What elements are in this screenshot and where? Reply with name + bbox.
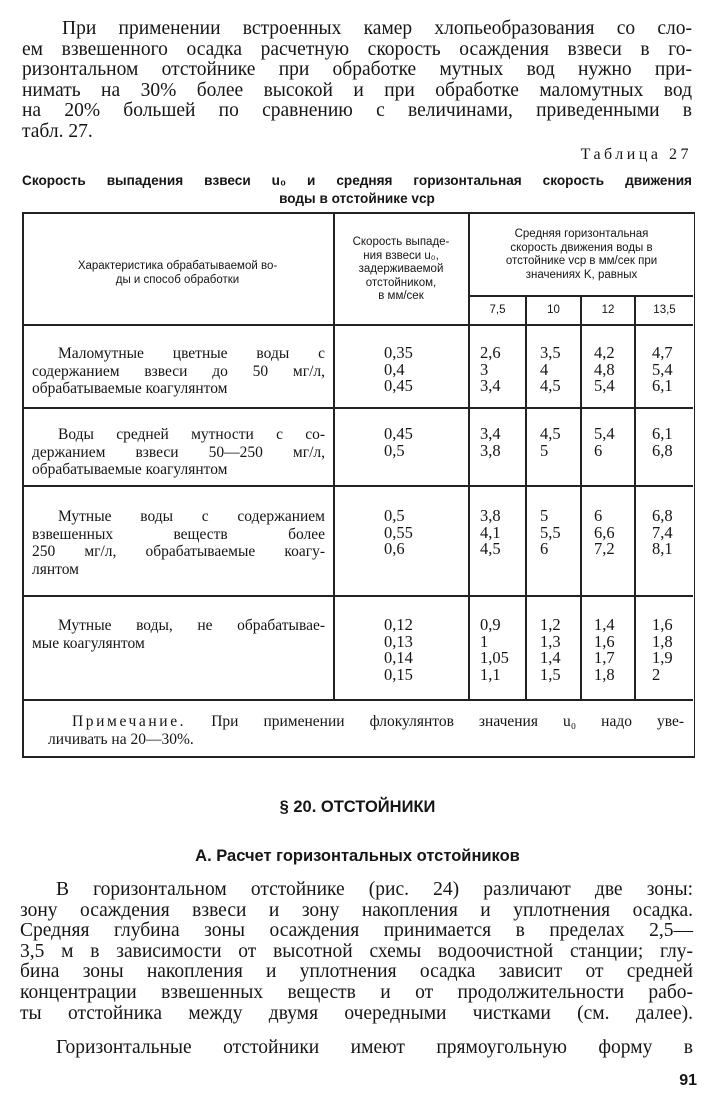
header-line: в мм/сек (378, 290, 424, 302)
k75-values (480, 426, 501, 459)
note-text: личивать на 20—30%. (48, 730, 194, 748)
speed-value: 1,4 (540, 648, 561, 667)
header-settling-speed (335, 236, 467, 304)
row-description (32, 345, 325, 398)
column-divider (580, 296, 582, 699)
column-divider (468, 214, 470, 699)
speed-value: 1,1 (480, 664, 501, 684)
header-line: ния взвеси u₀, (363, 249, 439, 262)
row-divider (22, 407, 693, 409)
speed-value: 4,1 (480, 522, 501, 542)
u0-value: 0,35 (384, 343, 413, 362)
speed-value: 6 (594, 506, 603, 525)
speed-value: 4,8 (594, 359, 615, 379)
desc-line: содержанием взвеси до 50 мг/л, (32, 362, 325, 380)
text-line: ты отстойника между двумя очередными чистками (см. далее). (20, 1002, 693, 1024)
speed-value: 3,4 (480, 376, 501, 395)
speed-value: 3,5 (540, 343, 561, 362)
body-paragraph (20, 1038, 693, 1059)
speed-value: 6 (594, 440, 603, 460)
k135-values (652, 426, 673, 459)
speed-value: 5,4 (594, 376, 615, 395)
speed-value: 4 (540, 359, 549, 379)
speed-value: 3,8 (480, 440, 501, 460)
header-line: значениях K, равных (525, 268, 638, 281)
speed-value: 1,8 (594, 664, 615, 684)
speed-value: 1,9 (652, 648, 673, 667)
speed-value: 4,5 (540, 376, 561, 395)
row-description (32, 508, 325, 578)
k135-values (652, 508, 673, 558)
speed-value: 6,1 (652, 424, 673, 443)
u0-value: 0,13 (384, 631, 413, 651)
speed-value: 5,4 (594, 424, 615, 443)
speed-value: 1,5 (540, 664, 561, 684)
k135-values (652, 345, 673, 395)
speed-value: 7,4 (652, 522, 673, 542)
text-line: нимать на 30% более высокой и при обработке маломутных вод (22, 79, 692, 101)
desc-line: Воды средней мутности с со- (58, 426, 325, 443)
speed-value: 5 (540, 506, 549, 525)
header-divider (468, 295, 693, 297)
row-divider (22, 595, 693, 597)
speed-value: 3,8 (480, 506, 501, 525)
header-characteristic (30, 260, 325, 287)
header-bottom-rule (22, 324, 693, 326)
column-divider (525, 296, 527, 699)
u0-value: 0,12 (384, 615, 413, 634)
row-description (32, 426, 325, 479)
speed-value: 6,6 (594, 522, 615, 542)
speed-value: 6,8 (652, 440, 673, 460)
header-k-value: 10 (547, 304, 560, 316)
speed-value: 8,1 (652, 539, 673, 558)
text-line: 3,5 м в зависимости от высотной схемы водоочистной станции; глу- (20, 940, 693, 962)
k10-values (540, 617, 561, 683)
caption-line: воды в отстойнике vср (279, 190, 435, 206)
header-k-value: 13,5 (653, 304, 676, 316)
header-k-value: 7,5 (489, 304, 506, 316)
u0-values (384, 345, 413, 395)
desc-line: Мутные воды, не обрабатывае- (58, 617, 325, 634)
speed-value: 3 (480, 359, 489, 379)
table-border-right (694, 214, 696, 756)
text-line: концентрации взвешенных веществ и от продолжительности рабо- (20, 981, 693, 1003)
desc-line: обрабатываемые коагулянтом (32, 461, 228, 478)
note-label: Примечание. (72, 713, 187, 730)
k10-values (540, 426, 561, 459)
speed-value: 6 (540, 539, 549, 558)
speed-value: 4,7 (652, 343, 673, 362)
k12-values (594, 345, 615, 395)
speed-value: 1,7 (594, 648, 615, 667)
column-divider (634, 296, 636, 699)
speed-value: 5,4 (652, 359, 673, 379)
text-line: В горизонтальном отстойнике (рис. 24) различают две зоны: (56, 879, 693, 900)
desc-line: взвешенных веществ более (32, 525, 325, 543)
speed-value: 1,6 (594, 631, 615, 651)
header-line: ды и способ обработки (115, 273, 240, 286)
speed-value: 3,4 (480, 424, 501, 443)
header-horizontal-speed (470, 228, 693, 282)
header-line: Средняя горизонтальная (514, 228, 649, 240)
header-line: отстойнике vср в мм/сек при (505, 255, 658, 267)
intro-paragraph (22, 19, 692, 143)
header-line: отстойником, (365, 276, 437, 289)
speed-value: 4,2 (594, 343, 615, 362)
speed-value: 4,5 (540, 424, 561, 443)
u0-value: 0,6 (384, 539, 405, 558)
speed-value: 1,2 (540, 615, 561, 634)
speed-value: 4,5 (480, 539, 501, 558)
desc-line: держанием взвеси 50—250 мг/л, (32, 443, 325, 461)
speed-value: 1,05 (480, 648, 509, 667)
u0-value: 0,45 (384, 424, 413, 443)
u0-value: 0,55 (384, 522, 413, 542)
k135-values (652, 617, 673, 683)
speed-value: 1,3 (540, 631, 561, 651)
k10-values (540, 345, 561, 395)
text-line: табл. 27. (22, 120, 93, 142)
header-k-value: 12 (601, 304, 615, 316)
table-number: Таблица 27 (580, 146, 692, 163)
caption-line: Скорость выпадения взвеси u₀ и средняя горизонтальная скорость движения (22, 173, 692, 188)
desc-line: 250 мг/л, обрабатываемые коагу- (32, 543, 325, 560)
note-text: При применении флокулянтов значения u₀ надо уве- (211, 713, 685, 730)
k12-values (594, 617, 615, 683)
header-line: Скорость выпаде- (352, 236, 450, 248)
text-line: Горизонтальные отстойники имеют прямоугольную форму в (56, 1037, 693, 1058)
desc-line: лянтом (32, 560, 79, 578)
u0-value: 0,5 (384, 440, 405, 460)
u0-value: 0,15 (384, 664, 413, 684)
text-line: ем взвешенного осадка расчетную скорость осаждения взвеси в го- (22, 38, 692, 60)
note-divider (22, 699, 693, 701)
desc-line: обрабатываемые коагулянтом (32, 380, 228, 397)
speed-value: 6,8 (652, 506, 673, 525)
k12-values (594, 508, 615, 558)
text-line: бина зоны накопления и уплотнения осадка зависит от средней (20, 961, 693, 983)
row-description (32, 617, 325, 652)
k75-values (480, 508, 501, 558)
text-line: зону осаждения взвеси и зону накопления и уплотнения осадка. (20, 899, 693, 921)
u0-value: 0,45 (384, 376, 413, 395)
u0-values (384, 426, 413, 459)
data-table (22, 212, 695, 758)
text-line: на 20% большей по сравнению с величинами, приведенными в (22, 100, 692, 122)
section-title: § 20. ОТСТОЙНИКИ (279, 798, 436, 816)
speed-value: 2,6 (480, 343, 501, 362)
text-line: При применении встроенных камер хлопьеобразования со сло- (62, 18, 692, 39)
speed-value: 5 (540, 440, 549, 460)
speed-value: 0,9 (480, 615, 501, 634)
u0-value: 0,4 (384, 359, 405, 379)
header-line: задерживаемой (358, 263, 444, 275)
u0-value: 0,5 (384, 506, 405, 525)
table-note (48, 713, 685, 748)
speed-value: 6,1 (652, 376, 673, 395)
speed-value: 5,5 (540, 522, 561, 542)
u0-values (384, 617, 413, 683)
u0-values (384, 508, 413, 558)
u0-value: 0,14 (384, 648, 413, 667)
k75-values (480, 345, 501, 395)
body-paragraph (20, 880, 693, 1024)
speed-value: 1,4 (594, 615, 615, 634)
speed-value: 2 (652, 664, 661, 684)
text-line: ризонтальном отстойнике при обработке мутных вод нужно при- (22, 59, 692, 81)
page-number: 91 (679, 1072, 697, 1089)
header-line: скорость движения воды в (510, 241, 653, 254)
desc-line: мые коагулянтом (32, 634, 145, 652)
table-caption (22, 172, 692, 207)
k75-values (480, 617, 509, 683)
text-line: Средняя глубина зоны осаждения принимается в пределах 2,5— (20, 920, 693, 942)
speed-value: 1,6 (652, 615, 673, 634)
speed-value: 1,8 (652, 631, 673, 651)
desc-line: Маломутные цветные воды с (58, 345, 325, 362)
subsection-title: А. Расчет горизонтальных отстойников (195, 847, 520, 865)
row-divider (22, 485, 693, 487)
k10-values (540, 508, 561, 558)
header-line: Характеристика обрабатываемой во- (77, 260, 278, 272)
desc-line: Мутные воды с содержанием (58, 508, 325, 525)
k12-values (594, 426, 615, 459)
speed-value: 1 (480, 631, 489, 651)
speed-value: 7,2 (594, 539, 615, 558)
